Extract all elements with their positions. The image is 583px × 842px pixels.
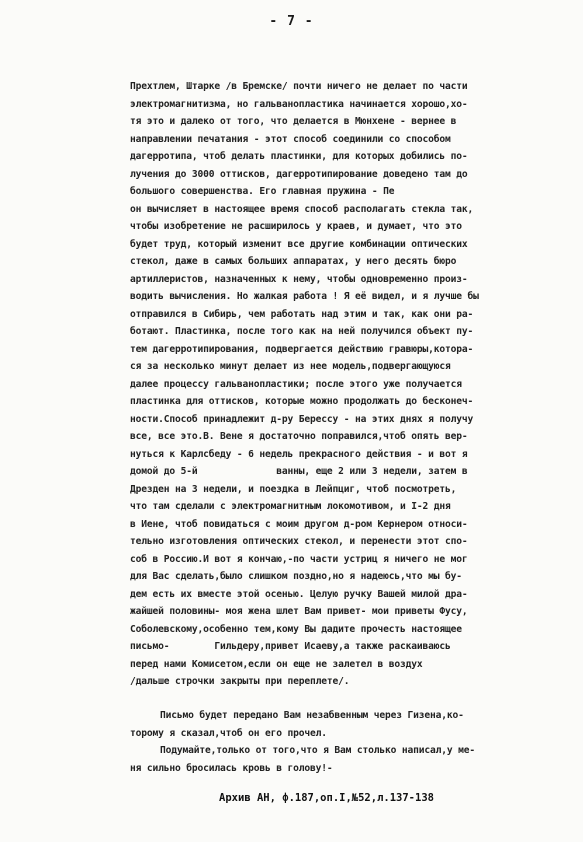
body-line: жайшей половины- моя жена шлет Вам привет- мои приветы Фусу, <box>130 606 468 617</box>
body-line: большого совершенства. Его главная пружина - Пе <box>130 186 395 197</box>
archive-reference: Архив АН, ф.187,оп.I,№52,л.137-138 <box>219 792 434 804</box>
body-line: что там сделали с электромагнитным локомотивом, и I-2 дня <box>130 501 451 512</box>
letter-closing <box>130 706 570 776</box>
page-number: - 7 - <box>269 14 314 29</box>
body-line: он вычисляет в настоящее время способ располагать стекла так, <box>130 203 474 215</box>
body-line: дем есть их вместе этой осенью. Целую ручку Вашей милой дра- <box>130 588 468 600</box>
body-line: лучения до 3000 оттисков, дагерротипирование доведено там до <box>130 168 468 180</box>
body-line: соб в Россию.И вот я кончаю,-по части устриц я ничего не мог <box>130 553 468 565</box>
body-line: нуться к Карлсбеду - 6 недель прекрасного действия - и вот я <box>130 448 468 460</box>
closing-line: Подумайте,только от того,что я Вам столько написал,у ме- <box>160 745 476 756</box>
body-line: для Вас сделать,было слишком поздно,но я надеюсь,что мы бу- <box>130 571 462 582</box>
body-line: перед нами Комисетом,если он еще не залетел в воздух <box>130 658 423 670</box>
body-line: /дальше строчки закрыты при переплете/. <box>130 676 350 687</box>
body-line: направлении печатания - этот способ соединили со способом <box>130 133 451 145</box>
body-line: артиллеристов, назначенных к нему, чтобы одновременно произ- <box>130 273 468 285</box>
body-line: Дрезден на 3 недели, и поездка в Лейпциг, чтоб посмотреть, <box>130 483 457 495</box>
letter-body <box>130 78 570 691</box>
body-line: электромагнитизма, но гальванопластика начинается хорошо,хо- <box>130 98 468 110</box>
body-line: письмо- Гильдеру,привет Исаеву,а также раскаиваюсь <box>130 641 451 652</box>
body-line: водить вычисления. Но жалкая работа ! Я её видел, и я лучше бы <box>130 291 479 302</box>
body-line: отправился в Сибирь, чем работать над этим и так, как они ра- <box>130 308 474 320</box>
body-line: ся за несколько минут делает из нее модель,подвергающуюся <box>130 361 451 372</box>
closing-line: Письмо будет передано Вам незабвенным через Гизена,ко- <box>160 710 464 721</box>
body-line: все, все это.В. Вене я достаточно поправился,чтоб опять вер- <box>130 431 468 442</box>
body-line: дагерротипа, чтоб делать пластинки, для которых добились по- <box>130 151 468 162</box>
closing-line: торому я сказал,чтоб он его прочел. <box>130 727 327 739</box>
body-line: тельно изготовления оптических стекол, и перенести этот спо- <box>130 536 468 547</box>
body-line: далее процессу гальванопластики; после этого уже получается <box>130 378 462 390</box>
body-line: ботают. Пластинка, после того как на ней получился объект пу- <box>130 326 474 337</box>
body-line: Соболевскому,особенно тем,кому Вы дадите прочесть настоящее <box>130 623 462 635</box>
body-line: Прехтлем, Штарке /в Бремске/ почти ничего не делает по части <box>130 81 468 92</box>
body-line: чтобы изобретение не расширилось у краев, и думает, что это <box>130 221 462 232</box>
body-line: пластинка для оттисков, которые можно продолжать до бесконеч- <box>130 396 474 407</box>
body-line: тя это и далеко от того, что делается в Мюнхене - вернее в <box>130 116 457 127</box>
closing-line: ня сильно бросилась кровь в голову!- <box>130 762 333 774</box>
body-line: в Иене, чтоб повидаться с моим другом д-ром Кернером относи- <box>130 518 468 530</box>
body-line: тем дагерротипирования, подвергается действию гравюры,котора- <box>130 343 474 355</box>
body-line: будет труд, который изменит все другие комбинации оптических <box>130 238 468 250</box>
body-line: ности.Способ принадлежит д-ру Берессу - на этих днях я получу <box>130 413 474 425</box>
body-line: домой до 5-й ванны, еще 2 или 3 недели, затем в <box>130 466 468 477</box>
body-line: стекол, даже в самых больших аппаратах, у него десять бюро <box>130 256 457 267</box>
